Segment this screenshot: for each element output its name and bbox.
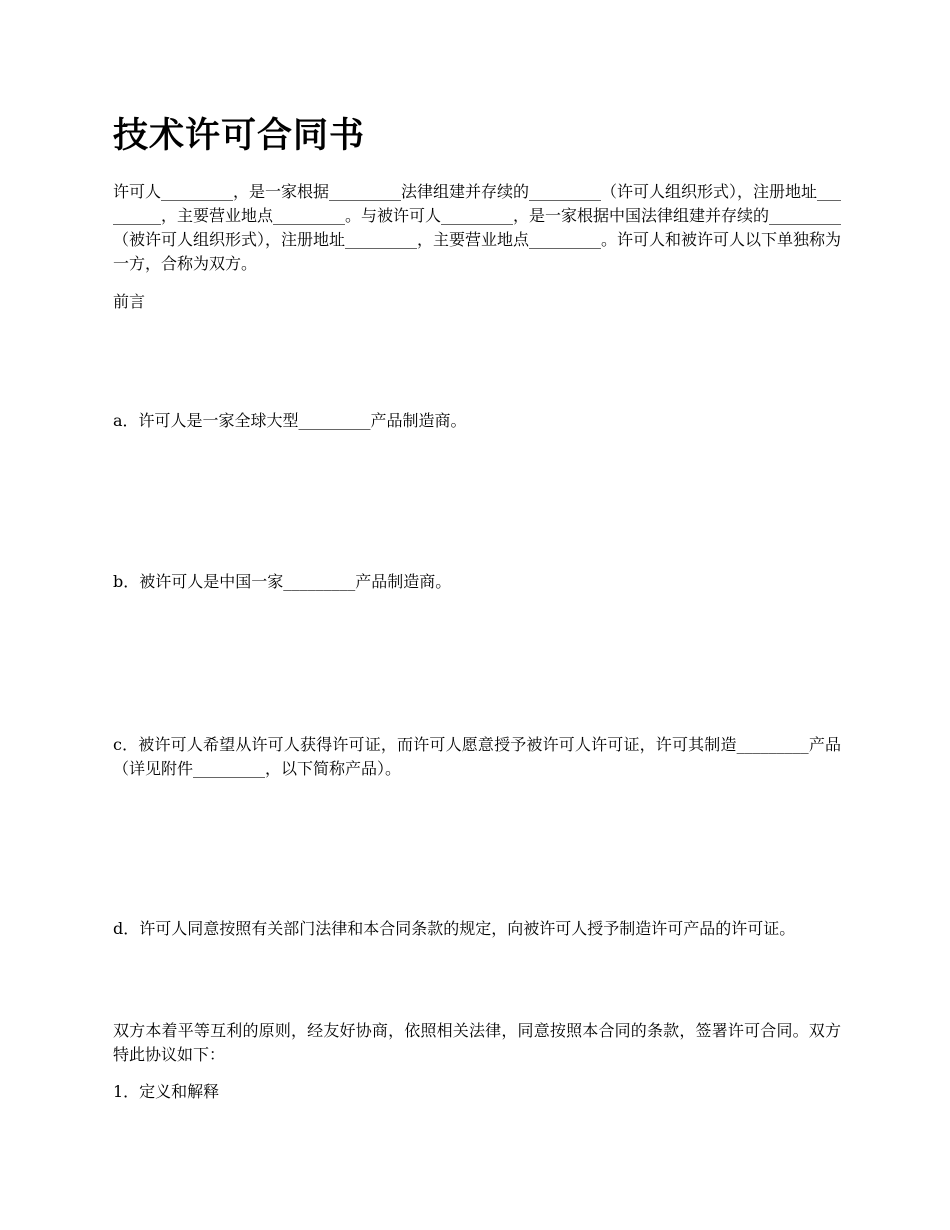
agreement-paragraph: 双方本着平等互利的原则，经友好协商，依照相关法律，同意按照本合同的条款，签署许可合同。双方特此协议如下： [113,1021,841,1064]
document-title: 技术许可合同书 [113,116,366,156]
intro-paragraph: 许可人_________，是一家根据_________法律组建并存续的_________（许可人组织形式），注册地址_________，主要营业地点_________。与被许可人_________，是一家根据中国法律组建并存续的_________（被许可人组织形式），注册地址_________，主要营业地点_________。许可人和被许可人以下单独称为一方，合称为双方。 [113,182,842,273]
recital-d: d．许可人同意按照有关部门法律和本合同条款的规定，向被许可人授予制造许可产品的许可证。 [113,919,796,938]
recital-b: b．被许可人是中国一家_________产品制造商。 [113,572,452,591]
recital-a: a．许可人是一家全球大型_________产品制造商。 [113,411,467,430]
preamble-heading: 前言 [113,292,146,311]
section-1-heading: 1．定义和解释 [113,1082,220,1101]
recital-c: c．被许可人希望从许可人获得许可证，而许可人愿意授予被许可人许可证，许可其制造_________产品（详见附件_________，以下简称产品）。 [113,735,841,778]
